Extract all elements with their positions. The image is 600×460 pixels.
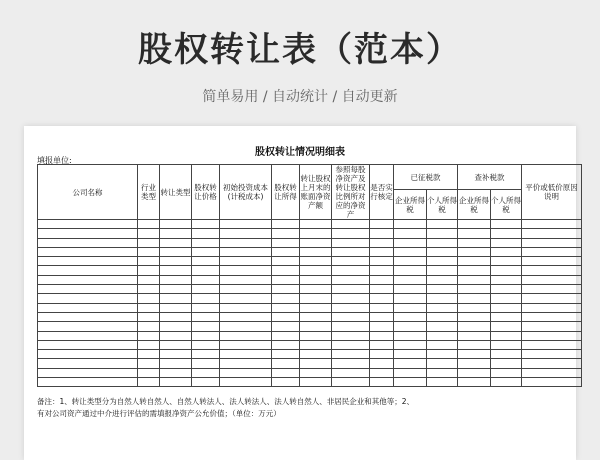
table-cell[interactable] [427,368,458,377]
table-cell[interactable] [394,331,427,340]
header-actual: 是否实行核定 [370,165,394,220]
table-cell[interactable] [192,303,220,312]
table-cell[interactable] [220,257,272,266]
table-cell[interactable] [458,257,491,266]
table-cell[interactable] [38,247,138,256]
table-cell[interactable] [160,322,192,331]
table-row [38,220,582,229]
table-cell[interactable] [192,378,220,387]
table-cell[interactable] [370,331,394,340]
table-cell[interactable] [427,285,458,294]
table-cell[interactable] [38,266,138,275]
table-cell[interactable] [522,238,582,247]
table-cell[interactable] [192,247,220,256]
table-cell[interactable] [300,340,332,349]
header-industry: 行业类型 [138,165,160,220]
table-cell[interactable] [332,322,370,331]
table-row [38,238,582,247]
table-cell[interactable] [160,340,192,349]
table-cell[interactable] [192,220,220,229]
table-cell[interactable] [138,257,160,266]
table-cell[interactable] [458,368,491,377]
header-income: 股权转让所得 [272,165,300,220]
table-cell[interactable] [491,378,522,387]
table-cell[interactable] [220,247,272,256]
table-cell[interactable] [427,266,458,275]
header-initial-cost: 初始投资成本(计税成本) [220,165,272,220]
table-cell[interactable] [394,220,427,229]
table-cell[interactable] [458,331,491,340]
transfer-table [37,164,582,387]
table-cell[interactable] [458,340,491,349]
table-cell[interactable] [192,350,220,359]
table-cell[interactable] [160,359,192,368]
table-cell[interactable] [522,294,582,303]
table-cell[interactable] [300,312,332,321]
table-cell[interactable] [458,359,491,368]
table-cell[interactable] [332,238,370,247]
table-cell[interactable] [160,275,192,284]
table-cell[interactable] [427,359,458,368]
table-cell[interactable] [458,350,491,359]
table-cell[interactable] [138,229,160,238]
table-cell[interactable] [427,322,458,331]
header-levied: 已征税款 [394,165,458,190]
table-cell[interactable] [272,247,300,256]
table-cell[interactable] [160,331,192,340]
table-cell[interactable] [522,275,582,284]
table-cell[interactable] [220,312,272,321]
header-net-assets: 转让股权上月末的账面净资产额 [300,165,332,220]
table-cell[interactable] [458,247,491,256]
table-cell[interactable] [458,220,491,229]
table-cell[interactable] [272,238,300,247]
table-cell[interactable] [220,220,272,229]
table-cell[interactable] [192,368,220,377]
table-cell[interactable] [370,340,394,349]
table-cell[interactable] [332,266,370,275]
table-row [38,350,582,359]
table-cell[interactable] [220,331,272,340]
table-cell[interactable] [138,312,160,321]
table-cell[interactable] [38,331,138,340]
table-cell[interactable] [458,285,491,294]
table-cell[interactable] [138,275,160,284]
table-cell[interactable] [272,294,300,303]
document-sheet [24,126,576,460]
table-cell[interactable] [522,350,582,359]
table-cell[interactable] [300,266,332,275]
table-row [38,340,582,349]
table-cell[interactable] [160,294,192,303]
table-cell[interactable] [491,368,522,377]
table-cell[interactable] [427,229,458,238]
table-cell[interactable] [332,247,370,256]
table-cell[interactable] [300,257,332,266]
table-cell[interactable] [160,229,192,238]
table-cell[interactable] [192,340,220,349]
table-cell[interactable] [522,312,582,321]
table-cell[interactable] [300,331,332,340]
table-cell[interactable] [427,257,458,266]
table-cell[interactable] [332,340,370,349]
table-cell[interactable] [138,247,160,256]
table-cell[interactable] [522,378,582,387]
table-row [38,303,582,312]
table-cell[interactable] [458,322,491,331]
table-cell[interactable] [394,312,427,321]
table-cell[interactable] [491,247,522,256]
table-cell[interactable] [138,368,160,377]
table-cell[interactable] [138,238,160,247]
table-cell[interactable] [491,275,522,284]
table-cell[interactable] [220,238,272,247]
table-cell[interactable] [192,312,220,321]
table-cell[interactable] [522,340,582,349]
table-cell[interactable] [522,359,582,368]
table-cell[interactable] [138,303,160,312]
table-row [38,378,582,387]
table-cell[interactable] [272,350,300,359]
header-price: 股权转让价格 [192,165,220,220]
table-cell[interactable] [38,322,138,331]
table-cell[interactable] [138,378,160,387]
table-cell[interactable] [160,368,192,377]
table-cell[interactable] [272,378,300,387]
table-cell[interactable] [138,285,160,294]
table-cell[interactable] [427,340,458,349]
table-cell[interactable] [394,368,427,377]
table-cell[interactable] [458,303,491,312]
header-company: 公司名称 [38,165,138,220]
table-cell[interactable] [332,359,370,368]
table-cell[interactable] [38,229,138,238]
table-cell[interactable] [220,368,272,377]
table-row [38,229,582,238]
table-cell[interactable] [394,350,427,359]
table-cell[interactable] [394,285,427,294]
table-cell[interactable] [160,238,192,247]
table-cell[interactable] [394,303,427,312]
table-cell[interactable] [491,350,522,359]
table-cell[interactable] [192,359,220,368]
table-cell[interactable] [220,285,272,294]
table-cell[interactable] [370,266,394,275]
table-cell[interactable] [192,229,220,238]
table-cell[interactable] [38,368,138,377]
header-corp-tax: 企业所得税 [394,190,427,220]
table-cell[interactable] [491,359,522,368]
table-cell[interactable] [300,294,332,303]
table-cell[interactable] [394,275,427,284]
header-personal-tax: 个人所得税 [427,190,458,220]
table-cell[interactable] [272,257,300,266]
table-cell[interactable] [192,285,220,294]
table-cell[interactable] [272,275,300,284]
table-cell[interactable] [38,359,138,368]
table-cell[interactable] [370,285,394,294]
header-audited: 查补税款 [458,165,522,190]
table-cell[interactable] [370,275,394,284]
table-cell[interactable] [272,322,300,331]
table-cell[interactable] [370,294,394,303]
table-cell[interactable] [38,238,138,247]
table-cell[interactable] [370,238,394,247]
table-cell[interactable] [332,229,370,238]
table-cell[interactable] [491,257,522,266]
table-cell[interactable] [522,257,582,266]
table-cell[interactable] [458,294,491,303]
table-cell[interactable] [160,303,192,312]
table-cell[interactable] [427,350,458,359]
table-cell[interactable] [458,229,491,238]
table-cell[interactable] [458,266,491,275]
table-cell[interactable] [192,266,220,275]
table-cell[interactable] [370,303,394,312]
table-cell[interactable] [458,275,491,284]
table-cell[interactable] [332,303,370,312]
table-cell[interactable] [491,229,522,238]
table-cell[interactable] [220,378,272,387]
table-cell[interactable] [300,275,332,284]
table-cell[interactable] [220,340,272,349]
table-cell[interactable] [394,378,427,387]
table-cell[interactable] [138,220,160,229]
table-cell[interactable] [192,294,220,303]
table-cell[interactable] [394,266,427,275]
table-cell[interactable] [491,312,522,321]
table-cell[interactable] [394,238,427,247]
table-cell[interactable] [220,275,272,284]
table-row [38,247,582,256]
table-cell[interactable] [192,322,220,331]
table-cell[interactable] [272,312,300,321]
table-cell[interactable] [192,238,220,247]
table-cell[interactable] [138,331,160,340]
table-cell[interactable] [272,303,300,312]
table-cell[interactable] [300,303,332,312]
table-cell[interactable] [272,331,300,340]
table-cell[interactable] [491,340,522,349]
table-row [38,322,582,331]
table-cell[interactable] [300,247,332,256]
table-cell[interactable] [160,220,192,229]
table-cell[interactable] [491,238,522,247]
table-cell[interactable] [300,238,332,247]
table-cell[interactable] [458,312,491,321]
header-personal-tax-audited: 个人所得税 [491,190,522,220]
table-cell[interactable] [458,378,491,387]
table-cell[interactable] [491,331,522,340]
table-cell[interactable] [394,359,427,368]
table-cell[interactable] [220,266,272,275]
table-cell[interactable] [38,312,138,321]
table-cell[interactable] [332,220,370,229]
header-share-net: 参照每股净资产及转让股权比例所对应的净资产 [332,165,370,220]
table-row [38,294,582,303]
header-transfer-type: 转让类型 [160,165,192,220]
remark-note: 备注：1、转让类型分为自然人转自然人、自然人转法人、法人转法人、法人转自然人、非居民企业和其他等；2、有对公司资产通过中介进行评估的需填报净资产公允价值；（单位：万元） [37,397,415,418]
table-cell[interactable] [300,350,332,359]
table-cell[interactable] [160,285,192,294]
table-cell[interactable] [272,368,300,377]
table-cell[interactable] [370,229,394,238]
table-cell[interactable] [491,294,522,303]
table-cell[interactable] [427,294,458,303]
table-cell[interactable] [220,294,272,303]
table-cell[interactable] [332,378,370,387]
table-cell[interactable] [394,340,427,349]
table-cell[interactable] [272,340,300,349]
table-cell[interactable] [220,350,272,359]
table-cell[interactable] [160,247,192,256]
table-cell[interactable] [370,359,394,368]
table-cell[interactable] [332,331,370,340]
table-cell[interactable] [272,285,300,294]
document-title: 股权转让情况明细表 [255,147,345,158]
table-cell[interactable] [370,378,394,387]
table-cell[interactable] [160,266,192,275]
table-cell[interactable] [427,238,458,247]
table-cell[interactable] [300,229,332,238]
table-cell[interactable] [38,257,138,266]
table-cell[interactable] [220,303,272,312]
table-row [38,312,582,321]
table-cell[interactable] [38,285,138,294]
table-cell[interactable] [272,359,300,368]
table-cell[interactable] [138,266,160,275]
table-cell[interactable] [160,312,192,321]
table-cell[interactable] [138,294,160,303]
table-cell[interactable] [300,322,332,331]
table-cell[interactable] [394,322,427,331]
table-cell[interactable] [370,247,394,256]
table-cell[interactable] [394,229,427,238]
table-cell[interactable] [220,229,272,238]
table-cell[interactable] [427,303,458,312]
table-cell[interactable] [427,220,458,229]
table-cell[interactable] [272,266,300,275]
table-cell[interactable] [332,285,370,294]
table-cell[interactable] [138,359,160,368]
table-cell[interactable] [491,285,522,294]
table-cell[interactable] [522,229,582,238]
table-cell[interactable] [332,275,370,284]
hero-title: 股权转让表（范本） [138,30,462,70]
table-row [38,257,582,266]
hero-subtitle: 简单易用 / 自动统计 / 自动更新 [202,89,398,105]
table-cell[interactable] [220,359,272,368]
table-cell[interactable] [370,220,394,229]
table-cell[interactable] [370,312,394,321]
table-cell[interactable] [160,350,192,359]
table-cell[interactable] [332,350,370,359]
table-cell[interactable] [427,378,458,387]
table-cell[interactable] [38,350,138,359]
table-cell[interactable] [370,322,394,331]
table-cell[interactable] [370,257,394,266]
filler-label: 填报单位: [37,156,72,165]
table-cell[interactable] [427,312,458,321]
table-cell[interactable] [138,340,160,349]
table-cell[interactable] [332,368,370,377]
table-cell[interactable] [38,294,138,303]
table-cell[interactable] [272,229,300,238]
table-cell[interactable] [272,220,300,229]
table-cell[interactable] [370,368,394,377]
table-row [38,275,582,284]
table-cell[interactable] [370,350,394,359]
table-cell[interactable] [300,378,332,387]
table-row [38,359,582,368]
table-cell[interactable] [192,257,220,266]
table-cell[interactable] [491,266,522,275]
table-cell[interactable] [300,359,332,368]
table-cell[interactable] [38,340,138,349]
table-cell[interactable] [394,247,427,256]
table-cell[interactable] [522,285,582,294]
table-cell[interactable] [522,266,582,275]
table-cell[interactable] [300,368,332,377]
table-cell[interactable] [192,331,220,340]
table-row [38,285,582,294]
table-cell[interactable] [522,220,582,229]
table-cell[interactable] [160,378,192,387]
table-cell[interactable] [38,378,138,387]
table-cell[interactable] [138,322,160,331]
header-corp-tax-audited: 企业所得税 [458,190,491,220]
table-cell[interactable] [160,257,192,266]
table-cell[interactable] [332,257,370,266]
table-cell[interactable] [491,303,522,312]
table-cell[interactable] [491,220,522,229]
table-cell[interactable] [332,294,370,303]
table-cell[interactable] [458,238,491,247]
table-cell[interactable] [522,303,582,312]
table-row [38,266,582,275]
table-cell[interactable] [192,275,220,284]
table-cell[interactable] [38,303,138,312]
table-cell[interactable] [491,322,522,331]
table-cell[interactable] [138,350,160,359]
table-cell[interactable] [38,275,138,284]
header-low-price: 平价或低价原因说明 [522,165,582,220]
table-cell[interactable] [522,331,582,340]
table-cell[interactable] [394,257,427,266]
table-row [38,368,582,377]
table-cell[interactable] [427,331,458,340]
table-cell[interactable] [38,220,138,229]
table-cell[interactable] [522,322,582,331]
table-cell[interactable] [522,247,582,256]
table-cell[interactable] [300,285,332,294]
table-cell[interactable] [220,322,272,331]
table-cell[interactable] [427,247,458,256]
table-cell[interactable] [394,294,427,303]
table-cell[interactable] [522,368,582,377]
table-cell[interactable] [300,220,332,229]
table-row [38,331,582,340]
table-cell[interactable] [332,312,370,321]
table-cell[interactable] [427,275,458,284]
